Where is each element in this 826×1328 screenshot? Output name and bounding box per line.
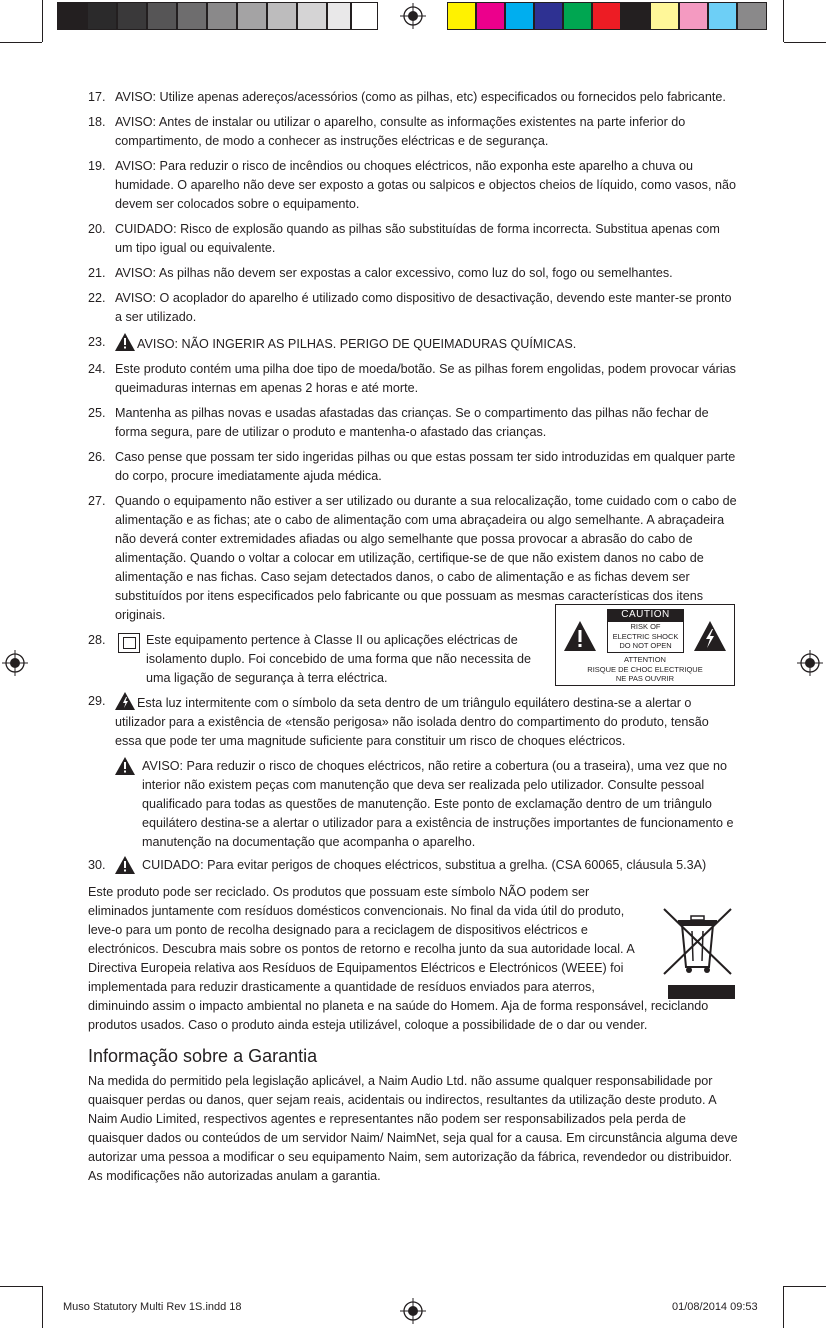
- item-text: Caso pense que possam ter sido ingeridas pilhas ou que estas possam ter sido introduzidas em qualquer parte do corpo, procure imediatamente ajuda médica.: [115, 450, 736, 483]
- caution-risk-line: RISK OF: [630, 622, 661, 631]
- list-item: [88, 692, 738, 852]
- item-number: 19.: [88, 159, 106, 173]
- gray-swatch: [267, 2, 297, 30]
- list-item: [88, 220, 738, 258]
- list-item: [88, 856, 738, 875]
- color-swatch: [505, 2, 534, 30]
- footer-date: 01/08/2014 09:53: [672, 1301, 758, 1313]
- crop-mark: [783, 1286, 784, 1328]
- item-text: CUIDADO: Para evitar perigos de choques eléctricos, substitua a grelha. (CSA 60065, cláusula 5.3A): [142, 858, 707, 872]
- item-text: Esta luz intermitente com o símbolo da seta dentro de um triângulo equilátero destina-se a alertar o utilizador para a existência de «tensão perigosa» não isolada dentro do compartimento do produto, tensão essa que pode ter uma magnitude suficiente para constituir um risco de choques eléctricos.: [115, 696, 709, 748]
- item-number: 25.: [88, 406, 106, 420]
- warning-triangle-icon: [115, 757, 135, 775]
- list-item: [88, 404, 738, 442]
- recycling-paragraph: [88, 883, 738, 1035]
- caution-risk-line: DO NOT OPEN: [619, 641, 672, 650]
- registration-mark-icon: [797, 650, 823, 676]
- color-swatch: [592, 2, 621, 30]
- item-text: AVISO: Antes de instalar ou utilizar o aparelho, consulte as informações existentes na parte inferior do compartimento, de modo a conhecer as instruções eléctricas e de segurança.: [115, 115, 686, 148]
- warning-triangle-icon: [115, 856, 135, 874]
- color-swatch: [563, 2, 592, 30]
- crop-mark: [784, 1286, 826, 1287]
- color-swatch: [476, 2, 505, 30]
- color-swatch: [679, 2, 708, 30]
- item-text: Este produto contém uma pilha doe tipo de moeda/botão. Se as pilhas forem engolidas, podem provocar várias queimaduras internas em apenas 2 horas e até morte.: [115, 362, 736, 395]
- caution-french-text: [556, 655, 734, 684]
- item-number: 30.: [88, 858, 106, 872]
- list-item: [88, 157, 738, 214]
- crop-mark: [0, 42, 42, 43]
- lightning-warning-icon: [115, 692, 135, 710]
- gray-swatch: [237, 2, 267, 30]
- list-item: [88, 448, 738, 486]
- registration-mark-icon: [2, 650, 28, 676]
- warranty-text: Na medida do permitido pela legislação aplicável, a Naim Audio Ltd. não assume qualquer responsabilidade por quaisquer perdas ou danos, quer sejam reais, acidentais ou indirectos, resultantes da utilização deste produto. A Naim Audio Limited, respectivos agentes e representantes não podem ser responsabilizados pela perda de quaisquer dados ou conteúdos de um servidor Naim/ NaimNet, seja qual for a causa. Em circunstância alguma deve autorizar uma pessoa a modificar o seu equipamento Naim, sem autorização da fábrica, revendedor ou distribuidor. As modificações não autorizadas anulam a garantia.: [88, 1074, 738, 1183]
- caution-risk-line: ELECTRIC SHOCK: [612, 631, 679, 641]
- weee-bin-icon: [660, 905, 735, 1000]
- item-number: 24.: [88, 362, 106, 376]
- list-item: [88, 113, 738, 151]
- caution-header: CAUTION: [607, 609, 684, 621]
- crop-mark: [784, 42, 826, 43]
- registration-mark-icon: [400, 3, 426, 29]
- caution-fr-line: NE PAS OUVRIR: [615, 674, 675, 683]
- item-text: AVISO: Utilize apenas adereços/acessórios (como as pilhas, etc) especificados ou fornecidos pelo fabricante.: [115, 90, 726, 104]
- gray-swatch: [87, 2, 117, 30]
- crop-mark: [42, 0, 43, 42]
- gray-swatch: [117, 2, 147, 30]
- warranty-title: Informação sobre a Garantia: [88, 1046, 318, 1066]
- item-text: Mantenha as pilhas novas e usadas afastadas das crianças. Se o compartimento das pilhas não fechar de forma segura, pare de utilizar o produto e mantenha-o afastado das crianças.: [115, 406, 709, 439]
- item-number: 17.: [88, 90, 106, 104]
- list-item: [88, 289, 738, 327]
- list-item: [88, 264, 738, 283]
- color-swatch: [447, 2, 476, 30]
- item-number: 18.: [88, 115, 106, 129]
- sub-warning: [88, 757, 738, 852]
- gray-swatch: [351, 2, 378, 30]
- color-swatch: [708, 2, 737, 30]
- item-text: AVISO: NÃO INGERIR AS PILHAS. PERIGO DE QUEIMADURAS QUÍMICAS.: [137, 337, 577, 351]
- gray-swatch: [147, 2, 177, 30]
- registration-mark-icon: [400, 1298, 426, 1324]
- item-number: 22.: [88, 291, 106, 305]
- gray-swatch: [57, 2, 87, 30]
- color-swatch: [650, 2, 679, 30]
- warning-triangle-icon: [564, 621, 596, 651]
- color-swatch: [621, 2, 650, 30]
- item-number: 20.: [88, 222, 106, 236]
- recycling-text: Este produto pode ser reciclado. Os produtos que possuam este símbolo NÃO podem ser eliminados juntamente com resíduos domésticos convencionais. No final da vida útil do produto, leve-o para um ponto de recolha designado para a reciclagem de dispositivos eléctricos e electrónicos. Descubra mais sobre os pontos de retorno e recolha junto da sua autoridade local. A Directiva Europeia relativa aos Resíduos de Equipamentos Eléctricos e Electrónicos (WEEE) foi implementada para reduzir drasticamente a quantidade de resíduos enviados para aterros, diminuindo assim o impacto ambiental no planeta e na saúde do Homem. Aja de forma responsável, reciclando produtos usados. Caso o produto ainda esteja utilizável, coloque a possibilidade de o dar ou vender.: [88, 885, 709, 1032]
- list-item: [88, 360, 738, 398]
- color-swatch: [534, 2, 563, 30]
- item-text: AVISO: As pilhas não devem ser expostas a calor excessivo, como luz do sol, fogo ou semelhantes.: [115, 266, 673, 280]
- caution-label: [555, 604, 735, 686]
- warning-triangle-icon: [115, 333, 135, 351]
- lightning-warning-icon: [694, 621, 726, 651]
- item-number: 29.: [88, 694, 106, 708]
- crop-mark: [0, 1286, 42, 1287]
- color-swatch: [737, 2, 767, 30]
- caution-fr-line: ATTENTION: [624, 655, 666, 664]
- crop-mark: [783, 0, 784, 42]
- gray-swatch: [327, 2, 351, 30]
- list-item: [88, 333, 738, 354]
- item-text: AVISO: Para reduzir o risco de incêndios ou choques eléctricos, não exponha este aparelho a chuva ou humidade. O aparelho não deve ser exposto a gotas ou salpicos e objectos cheios de líquido, como vasos, não devem ser colocados sobre o equipamento.: [115, 159, 736, 211]
- item-number: 21.: [88, 266, 106, 280]
- item-number: 27.: [88, 494, 106, 508]
- double-insulation-icon: [118, 633, 140, 655]
- gray-swatch: [207, 2, 237, 30]
- item-text: CUIDADO: Risco de explosão quando as pilhas são substituídas de forma incorrecta. Substitua apenas com um tipo igual ou equivalente.: [115, 222, 720, 255]
- item-number: 23.: [88, 335, 106, 349]
- caution-fr-line: RISQUE DE CHOC ELECTRIQUE: [587, 664, 703, 674]
- item-number: 28.: [88, 633, 106, 647]
- list-item: [88, 88, 738, 107]
- footer-file-info: Muso Statutory Multi Rev 1S.indd 18: [63, 1301, 242, 1313]
- caution-risk-text: [607, 621, 684, 653]
- item-text: Quando o equipamento não estiver a ser utilizado ou durante a sua relocalização, tome cuidado com o cabo de alimentação e as fichas; ate o cabo de alimentação com uma abraçadeira ou algo semelhante. A abraçadeira não deverá conter extremidades afiadas ou algo semelhante que possa provocar a abrasão do cabo de alimentação. Quando o voltar a colocar em utilização, certifique-se de que não existem danos no cabo de alimentação e nas fichas. Caso sejam detectados danos, o cabo de alimentação e as fichas devem ser substituídos por itens especificados pelo fabricante ou que possuam as mesmas características dos itens originais.: [115, 494, 737, 622]
- item-number: 26.: [88, 450, 106, 464]
- gray-swatch: [177, 2, 207, 30]
- crop-mark: [42, 1286, 43, 1328]
- item-text: Este equipamento pertence à Classe II ou aplicações eléctricas de isolamento duplo. Foi concebido de uma forma que não necessita de uma ligação de segurança à terra eléctrica.: [146, 633, 532, 685]
- sub-warning-text: AVISO: Para reduzir o risco de choques eléctricos, não retire a cobertura (ou a traseira), uma vez que no interior não existem peças com manutenção que deva ser realizada pelo utilizador. Consulte pessoal qualificado para todas as questões de manutenção. Este ponto de exclamação dentro de um triângulo equilátero destina-se a alertar o utilizador para a existência de instruções importantes de funcionamento e manutenção na documentação que acompanha o aparelho.: [142, 759, 734, 849]
- item-text: AVISO: O acoplador do aparelho é utilizado como dispositivo de desactivação, devendo este manter-se pronto a ser utilizado.: [115, 291, 732, 324]
- gray-swatch: [297, 2, 327, 30]
